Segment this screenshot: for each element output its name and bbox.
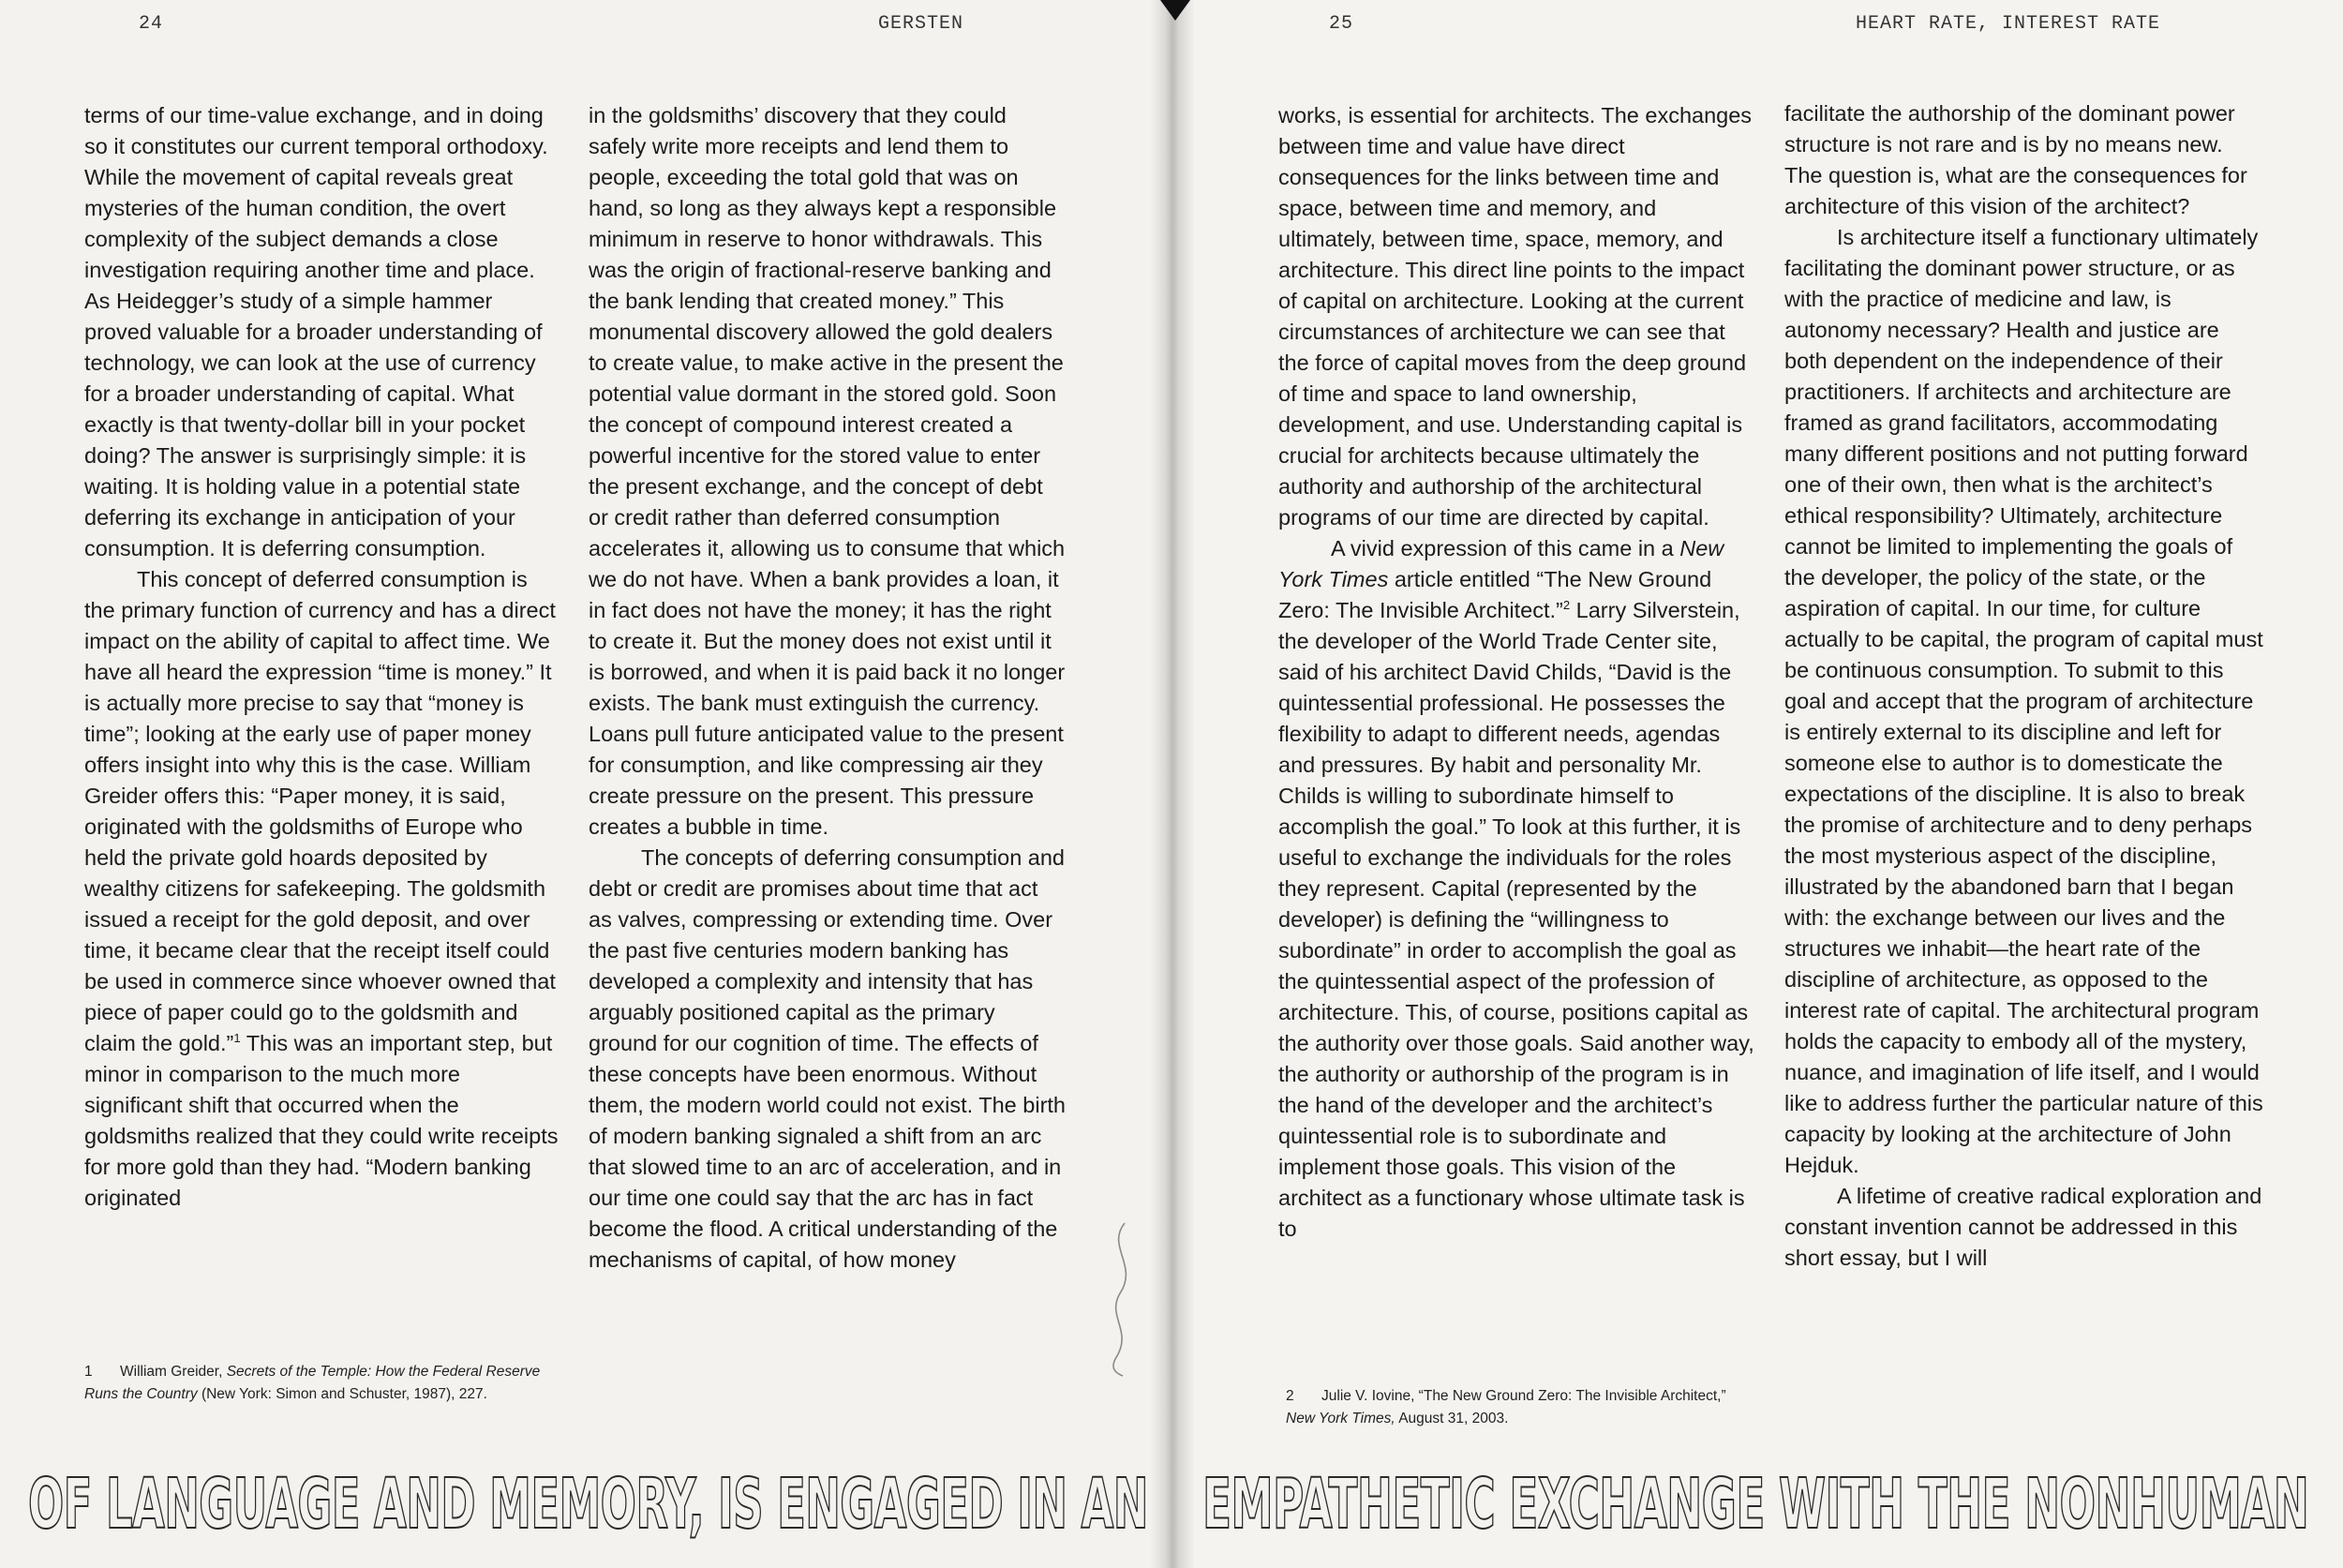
left-column-2 bbox=[589, 100, 1067, 1276]
right-column-2 bbox=[1784, 98, 2264, 1274]
paragraph bbox=[1278, 533, 1754, 1245]
paragraph: facilitate the authorship of the dominant power structure is not rare and is by no means new. The question is, what are the consequences for architecture of this vision of the architect? bbox=[1784, 101, 2247, 218]
footnote-1 bbox=[84, 1361, 553, 1406]
publication-title: New York Times bbox=[1278, 536, 1724, 591]
footnote-rest: (New York: Simon and Schuster, 1987), 227. bbox=[201, 1386, 487, 1402]
paragraph-text: This was an important step, but minor in comparison to the much more significant shift that occurred when the goldsmiths realized that they could write receipts for more gold than they had. “Modern banking originated bbox=[84, 1031, 559, 1210]
paragraph: A lifetime of creative radical exploration and constant invention cannot be addressed in this short essay, but I will bbox=[1784, 1184, 2262, 1270]
paragraph-text: This concept of deferred consumption is the primary function of currency and has a direct impact on the ability of capital to affect time. We have all heard the expression “time is money.” It is actually more precise to say that “money is time”; looking at the early use of paper money offers insight into why this is the case. William Greider offers this: “Paper money, it is said, originated with the goldsmiths of Europe who held the private gold hoards deposited by wealthy citizens for safekeeping. The goldsmith issued a receipt for the gold deposit, and over time, it became clear that the receipt itself could be used in commerce since whoever owned that piece of paper could go to the goldsmith and claim the gold.” bbox=[84, 567, 556, 1055]
footnote-number: 2 bbox=[1286, 1388, 1294, 1404]
running-head-left: GERSTEN bbox=[878, 13, 964, 35]
paragraph: Is architecture itself a functionary ultimately facilitating the dominant power structure, or as with the practice of medicine and law, is autonomy necessary? Health and justice are both dependent on the independence of their practitioners. If architects and architecture are framed as grand facilitators, accommodating many different positions and not putting forward one of their own, then what is the architect’s ethical responsibility? Ultimately, architecture cannot be limited to implementing the goals of the developer, the policy of the state, or the aspiration of capital. In our time, for culture actually to be capital, the program of capital must be continuous consumption. To submit to this goal and accept that the program of architecture is entirely external to its discipline and left for someone else to author is to domesticate the expectations of the discipline. It is also to break the promise of architecture and to deny perhaps the most mysterious aspect of the discipline, illustrated by the abandoned barn that I began with: the exchange between our lives and the structures we inhabit—the heart rate of the discipline of architecture, as opposed to the interest rate of capital. The architectural program holds the capacity to embody all of the mystery, nuance, and imagination of life itself, and I would like to address further the particular nature of this capacity by looking at the architecture of John Hejduk. bbox=[1784, 225, 2263, 1177]
paragraph-text: article entitled “The New Ground Zero: The Invisible Architect.” bbox=[1278, 567, 1712, 622]
paragraph: The concepts of deferring consumption and debt or credit are promises about time that act as valves, compressing or extending time. Over the past five centuries modern banking has developed a complexity and intensity that has arguably positioned capital as the primary ground for our cognition of time. The effects of these concepts have been enormous. Without them, the modern world could not exist. The birth of modern banking signaled a shift from an arc that slowed time to an arc of acceleration, and in our time one could say that the arc has in fact become the flood. A critical understanding of the mechanisms of capital, of how money bbox=[589, 845, 1066, 1272]
footnote-marker: 2 bbox=[1562, 598, 1571, 613]
right-column-1 bbox=[1278, 100, 1754, 1245]
footnote-title: Secrets of the Temple: How the Federal Reserve Runs the Country bbox=[84, 1364, 541, 1402]
footnote-number: 1 bbox=[84, 1364, 93, 1380]
footnote-title: New York Times, bbox=[1286, 1411, 1395, 1426]
binder-clip-mark bbox=[1160, 0, 1190, 21]
paragraph: works, is essential for architects. The exchanges between time and value have direct consequences for the links between time and space, between time and memory, and ultimately, between time, space, memory, and architecture. This direct line points to the impact of capital on architecture. Looking at the current circumstances of architecture we can see that the force of capital moves from the deep ground of time and space to land ownership, development, and use. Understanding capital is crucial for architects because ultimately the authority and authorship of the architectural programs of our time are directed by capital. bbox=[1278, 103, 1753, 530]
footnote-author: Julie V. Iovine, “The New Ground Zero: The Invisible Architect,” bbox=[1321, 1388, 1726, 1404]
paragraph: terms of our time-value exchange, and in doing so it constitutes our current temporal orthodoxy. While the movement of capital reveals great mysteries of the human condition, the overt complexity of the subject demands a close investigation requiring another time and place. As Heidegger’s study of a simple hammer proved valuable for a broader understanding of technology, we can look at the use of currency for a broader understanding of capital. What exactly is that twenty-dollar bill in your pocket doing? The answer is surprisingly simple: it is waiting. It is holding value in a potential state deferring its exchange in anticipation of your consumption. It is deferring consumption. bbox=[84, 103, 548, 560]
pencil-mark bbox=[1087, 1218, 1162, 1378]
footnote-2 bbox=[1286, 1385, 1736, 1430]
left-column-1 bbox=[84, 100, 562, 1214]
page-number-left: 24 bbox=[139, 13, 164, 35]
footnote-marker: 1 bbox=[233, 1031, 241, 1046]
banner-text-left: OF LANGUAGE AND MEMORY, IS ENGAGED IN AN bbox=[28, 1464, 1148, 1545]
banner-text-right: EMPATHETIC EXCHANGE WITH THE NONHUMAN bbox=[1202, 1464, 2309, 1545]
paragraph-text: Larry Silverstein, the developer of the World Trade Center site, said of his architect David Childs, “David is the quintessential professional. He possesses the flexibility to adapt to different needs, agendas and pressures. By habit and personality Mr. Childs is willing to subordinate himself to accomplish the goal.” To look at this further, it is useful to exchange the individuals for the roles they represent. Capital (represented by the developer) is defining the “willingness to subordinate” in order to accomplish the goal as the quintessential aspect of the profession of architecture. This, of course, positions capital as the authority over those goals. Said another way, the authority or authorship of the program is in the hand of the developer and the architect’s quintessential role is to subordinate and implement those goals. This vision of the architect as a functionary whose ultimate task is to bbox=[1278, 598, 1754, 1241]
paragraph-text: A vivid expression of this came in a bbox=[1331, 536, 1674, 560]
paragraph: in the goldsmiths’ discovery that they could safely write more receipts and lend them to people, exceeding the total gold that was on hand, so long as they always kept a responsible minimum in reserve to honor withdrawals. This was the origin of fractional-reserve banking and the bank lending that created money.” This monumental discovery allowed the gold dealers to create value, to make active in the present the potential value dormant in the stored gold. Soon the concept of compound interest created a powerful incentive for the stored value to enter the present exchange, and the concept of debt or credit rather than deferred consumption accelerates it, allowing us to consume that which we do not have. When a bank provides a loan, it in fact does not have the money; it has the right to create it. But the money does not exist until it is borrowed, and when it is paid back it no longer exists. The bank must extinguish the currency. Loans pull future anticipated value to the present for consumption, and like compressing air they create pressure on the present. This pressure creates a bubble in time. bbox=[589, 103, 1066, 839]
footnote-rest: August 31, 2003. bbox=[1398, 1411, 1509, 1426]
page-number-right: 25 bbox=[1329, 13, 1354, 35]
running-head-right: HEART RATE, INTEREST RATE bbox=[1856, 13, 2161, 35]
footnote-author: William Greider, bbox=[120, 1364, 223, 1380]
paragraph bbox=[84, 564, 562, 1214]
